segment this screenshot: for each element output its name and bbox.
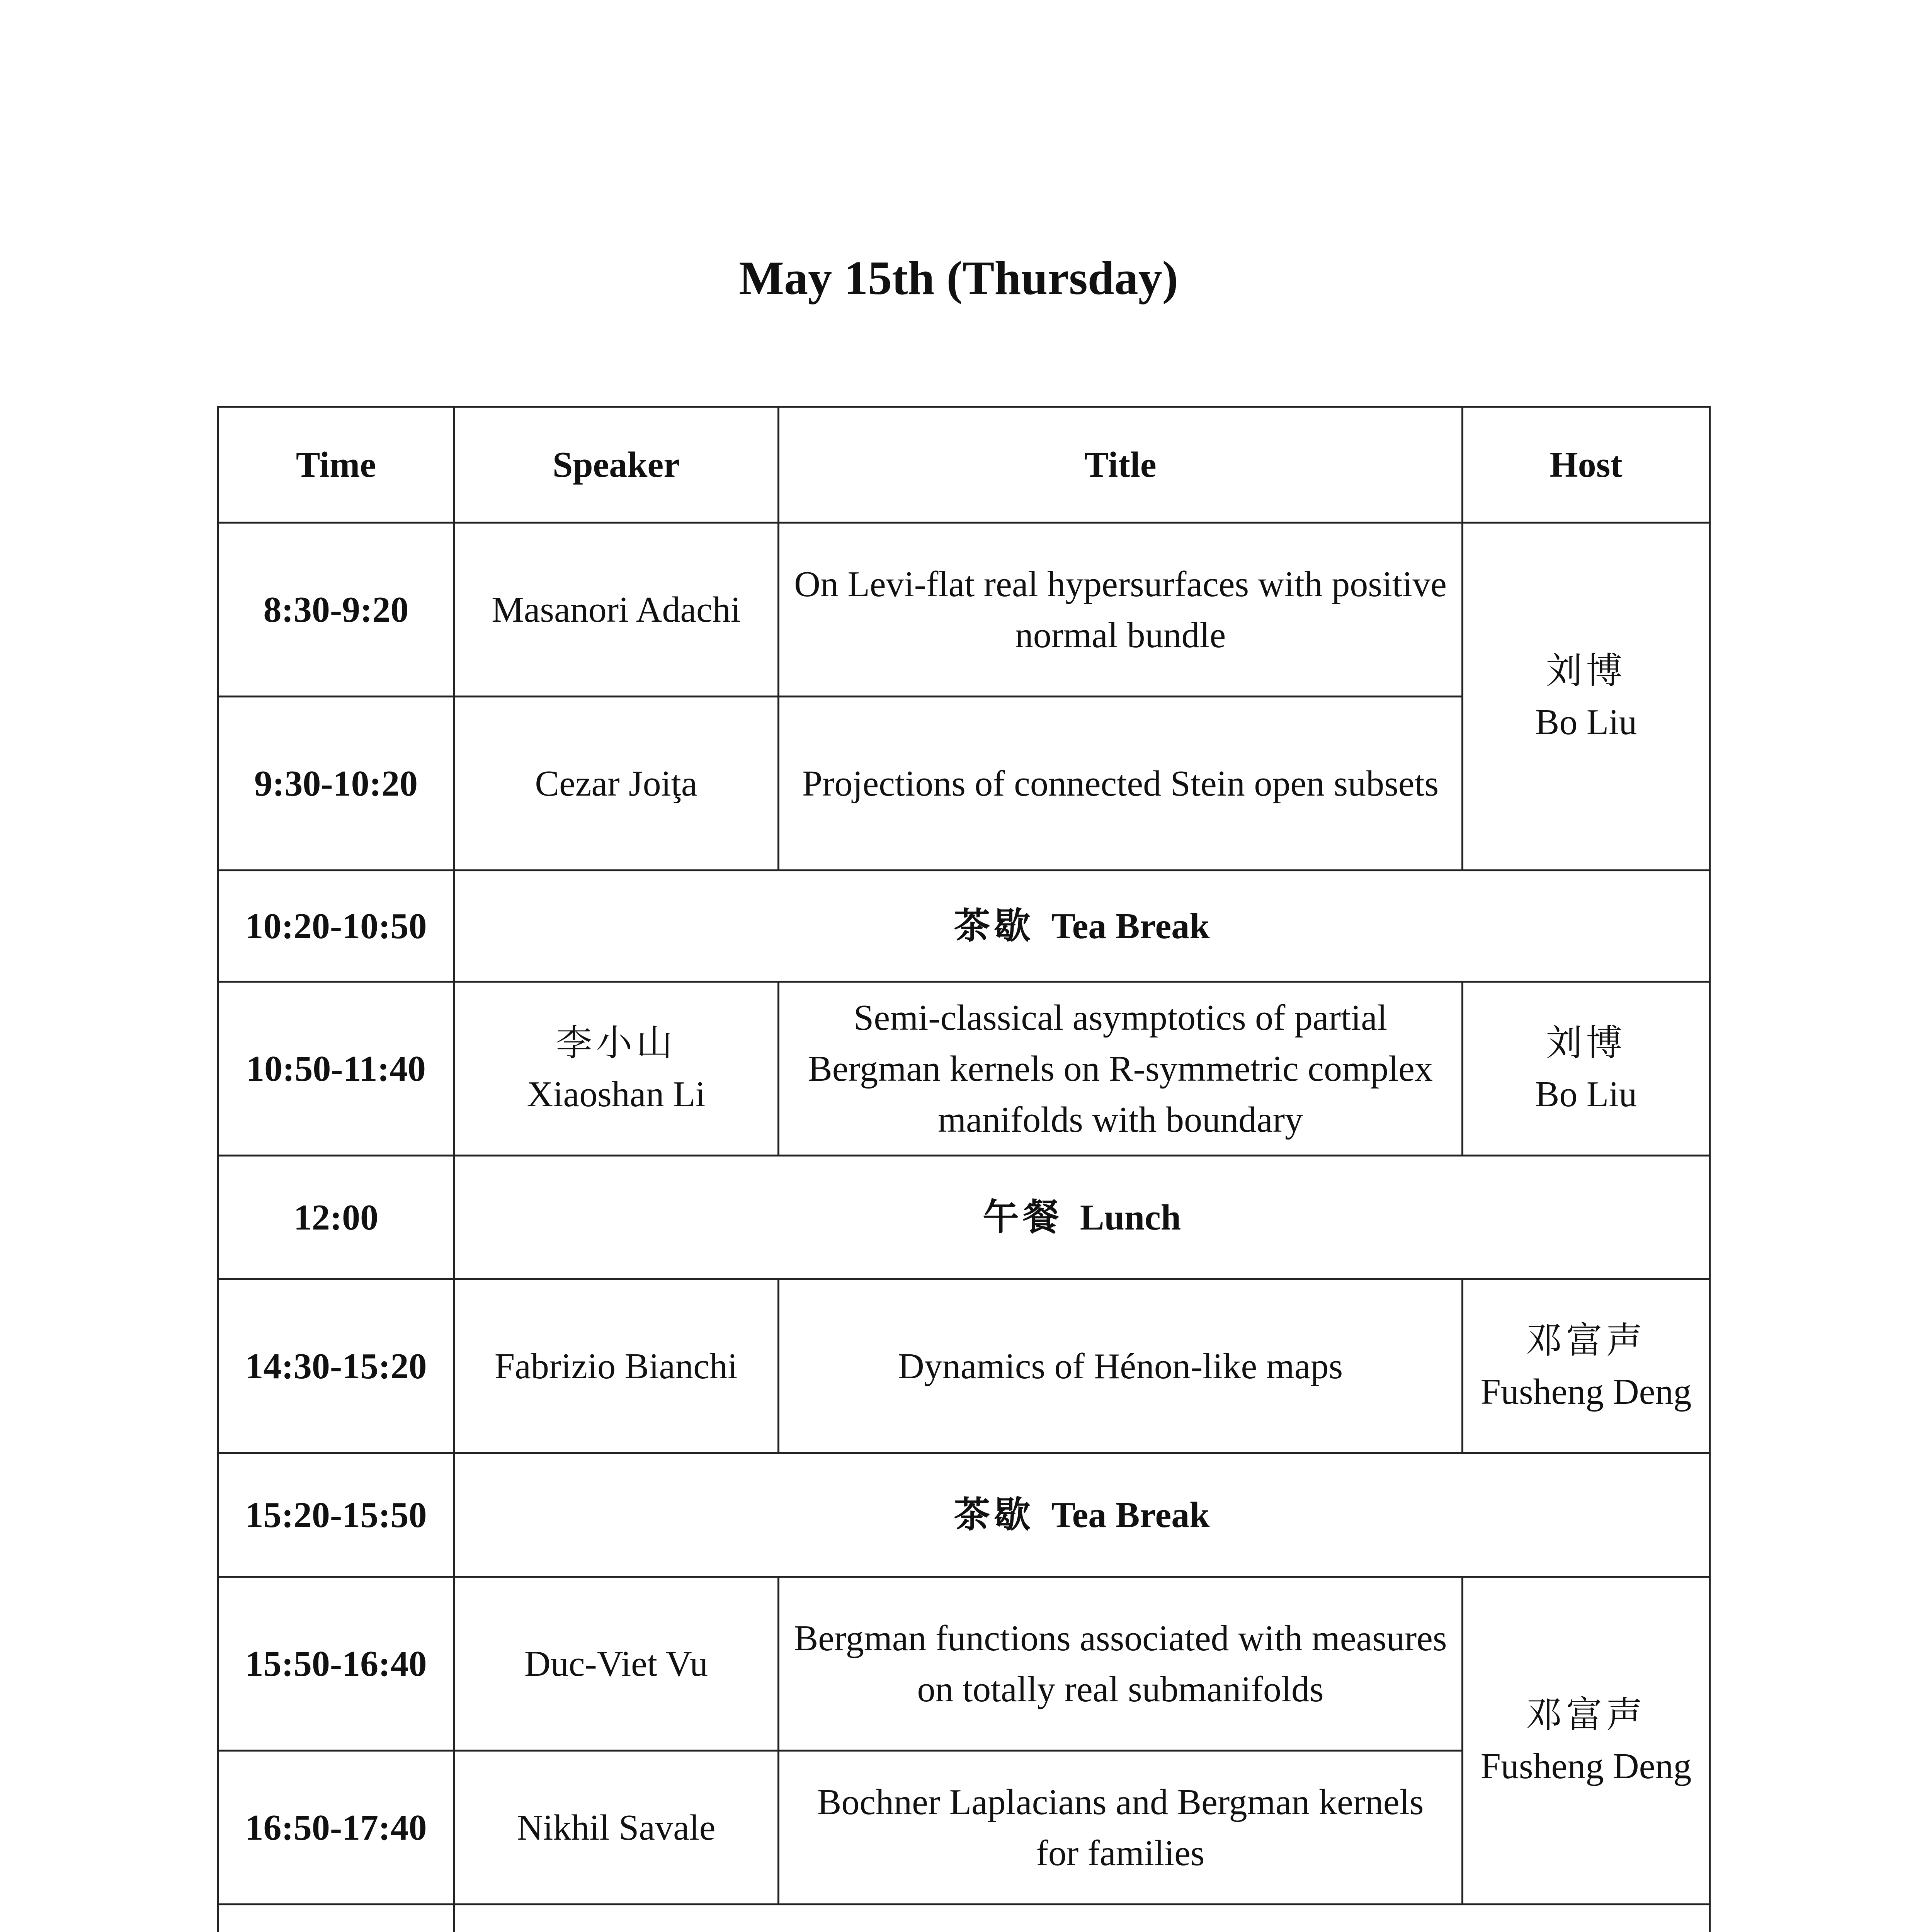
host-name: Fusheng Deng xyxy=(1480,1746,1692,1786)
talk-title-cell: On Levi-flat real hypersurfaces with positive normal bundle xyxy=(779,523,1463,697)
time-cell: 15:20-15:50 xyxy=(218,1453,454,1577)
header-time: Time xyxy=(218,407,454,523)
talk-title-cell: Bergman functions associated with measures on totally real submanifolds xyxy=(779,1577,1463,1751)
talk-title-cell: Semi-classical asymptotics of partial Bergman kernels on R-symmetric complex manifolds with boundary xyxy=(779,982,1463,1156)
speaker-cell: Fabrizio Bianchi xyxy=(454,1279,779,1453)
host-name: Fusheng Deng xyxy=(1480,1371,1692,1412)
table-row xyxy=(218,1577,1710,1751)
talk-title-cell: Projections of connected Stein open subsets xyxy=(779,697,1463,871)
break-label: Lunch xyxy=(1080,1197,1181,1238)
break-cell xyxy=(454,871,1710,982)
break-label: Tea Break xyxy=(1051,1495,1210,1535)
schedule-table xyxy=(217,406,1711,1932)
time-cell: 12:00 xyxy=(218,1156,454,1279)
time-cell xyxy=(218,1905,454,1932)
header-title: Title xyxy=(779,407,1463,523)
host-name-zh: 刘博 xyxy=(1546,1022,1626,1064)
speaker-cell xyxy=(454,982,779,1156)
time-cell: 16:50-17:40 xyxy=(218,1751,454,1905)
host-name-zh: 邓富声 xyxy=(1526,1694,1647,1736)
host-cell xyxy=(1463,523,1710,871)
break-cell xyxy=(454,1156,1710,1279)
time-cell: 15:50-16:40 xyxy=(218,1577,454,1751)
header-speaker: Speaker xyxy=(454,407,779,523)
table-header-row xyxy=(218,407,1710,523)
time-cell: 14:30-15:20 xyxy=(218,1279,454,1453)
host-name-zh: 刘博 xyxy=(1546,650,1626,692)
speaker-name: Xiaoshan Li xyxy=(527,1074,706,1114)
time-cell: 8:30-9:20 xyxy=(218,523,454,697)
talk-title-cell: Dynamics of Hénon-like maps xyxy=(779,1279,1463,1453)
table-row xyxy=(218,1905,1710,1932)
host-name: Bo Liu xyxy=(1535,702,1637,742)
time-cell: 10:20-10:50 xyxy=(218,871,454,982)
speaker-cell: Masanori Adachi xyxy=(454,523,779,697)
speaker-cell: Duc-Viet Vu xyxy=(454,1577,779,1751)
host-cell xyxy=(1463,982,1710,1156)
speaker-name-zh: 李小山 xyxy=(556,1022,677,1064)
table-row xyxy=(218,982,1710,1156)
speaker-cell: Cezar Joiţa xyxy=(454,697,779,871)
page-title: May 15th (Thursday) xyxy=(739,252,1178,304)
time-cell: 9:30-10:20 xyxy=(218,697,454,871)
break-label-zh: 茶歇 xyxy=(954,905,1034,947)
header-host: Host xyxy=(1463,407,1710,523)
speaker-cell: Nikhil Savale xyxy=(454,1751,779,1905)
host-cell xyxy=(1463,1577,1710,1905)
table-row xyxy=(218,1453,1710,1577)
time-cell: 10:50-11:40 xyxy=(218,982,454,1156)
break-label: Tea Break xyxy=(1051,906,1210,946)
break-label-zh: 茶歇 xyxy=(954,1493,1034,1536)
table-row xyxy=(218,523,1710,697)
break-cell xyxy=(454,1453,1710,1577)
host-cell xyxy=(1463,1279,1710,1453)
table-row xyxy=(218,1279,1710,1453)
host-name: Bo Liu xyxy=(1535,1074,1637,1114)
break-cell xyxy=(454,1905,1710,1932)
table-row xyxy=(218,1156,1710,1279)
host-name-zh: 邓富声 xyxy=(1526,1319,1647,1362)
break-label-zh: 午餐 xyxy=(982,1196,1063,1238)
table-row xyxy=(218,871,1710,982)
talk-title-cell: Bochner Laplacians and Bergman kernels for families xyxy=(779,1751,1463,1905)
